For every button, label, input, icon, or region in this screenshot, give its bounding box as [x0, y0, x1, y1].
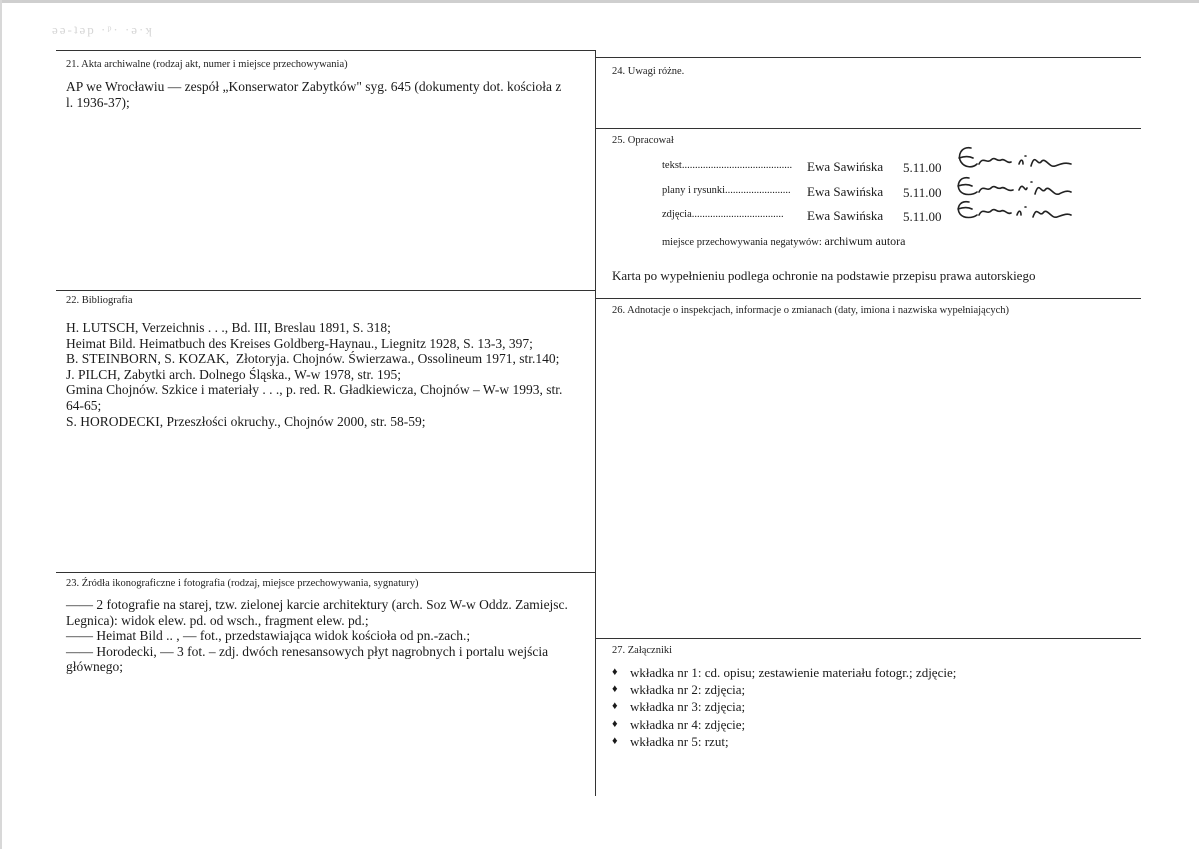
- right-rule-26: [596, 298, 1141, 299]
- author-name: Ewa Sawińska: [807, 159, 884, 174]
- attachment-text: wkładka nr 1: cd. opisu; zestawienie materiału fotogr.; zdjęcie;: [630, 665, 957, 680]
- prepared-row-plans: [662, 185, 791, 196]
- section-22-bibliography: [66, 295, 594, 429]
- row-label: plany i rysunki: [662, 185, 725, 196]
- section-26-annotations: [612, 305, 1009, 316]
- handwritten-signature: [953, 197, 1073, 225]
- handwritten-signature: [953, 142, 1073, 176]
- author-date: 5.11.00: [903, 209, 942, 224]
- attachment-text: wkładka nr 5: rzut;: [630, 733, 729, 749]
- section-23-label: 23. Źródła ikonograficzne i fotografia (rodzaj, miejsce przechowywania, sygnatury): [66, 578, 419, 589]
- author-name: Ewa Sawińska: [807, 208, 884, 223]
- attachment-text: wkładka nr 3: zdjęcia;: [630, 699, 746, 715]
- right-rule-25: [596, 128, 1141, 129]
- list-item: [612, 681, 956, 698]
- text-line: głównego;: [66, 659, 123, 675]
- section-27-attachments: [612, 645, 672, 656]
- left-rule-22: [56, 290, 596, 291]
- attachment-text: wkładka nr 4: zdjęcie;: [630, 716, 746, 732]
- diamond-bullet-icon: ♦: [612, 734, 618, 747]
- attachments-list: [612, 664, 956, 750]
- negatives-value: archiwum autora: [824, 234, 906, 248]
- text-line: Heimat Bild. Heimatbuch des Kreises Goldberg-Haynau., Liegnitz 1928, S. 13-3, 397;: [66, 335, 533, 351]
- author-date: 5.11.00: [903, 185, 942, 200]
- row-label: tekst: [662, 160, 682, 171]
- list-item: [612, 698, 956, 715]
- text-line: —— Heimat Bild .. , — fot., przedstawiająca widok kościoła od pn.-zach.;: [66, 628, 471, 644]
- text-line: l. 1936-37);: [66, 94, 130, 110]
- list-item: [612, 664, 956, 681]
- section-26-label: 26. Adnotacje o inspekcjach, informacje o zmianach (daty, imiona i nazwiska wypełniających): [612, 305, 1010, 316]
- list-item: [612, 733, 956, 750]
- section-24-label: 24. Uwagi różne.: [612, 66, 685, 77]
- text-line: J. PILCH, Zabytki arch. Dolnego Śląska., W-w 1978, str. 195;: [66, 366, 401, 382]
- section-25-prepared-by: [612, 135, 674, 146]
- corner-faint-mark: ǝǝ-ʇəp ·ᵖ· ·ǝ·ʞ: [52, 22, 154, 37]
- left-rule-23: [56, 572, 596, 573]
- row-dots: ...................................: [691, 209, 784, 220]
- row-label: zdjęcia: [662, 209, 692, 220]
- copyright-note: Karta po wypełnieniu podlega ochronie na podstawie przepisu prawa autorskiego: [612, 268, 1036, 283]
- section-24-remarks: [612, 66, 684, 77]
- author-date: 5.11.00: [903, 160, 942, 175]
- text-line: —— 2 fotografie na starej, tzw. zielonej karcie architektury (arch. Soz W-w Oddz. Zamiejsc.: [66, 597, 568, 612]
- left-top-rule: [56, 50, 596, 51]
- diamond-bullet-icon: ♦: [612, 717, 618, 730]
- text-line: B. STEINBORN, S. KOZAK, Złotoryja. Chojnów. Świerzawa., Ossolineum 1971, str.140;: [66, 351, 560, 367]
- row-dots: .........................: [725, 185, 791, 196]
- section-21-archival-records: [66, 59, 594, 110]
- section-25-label: 25. Opracował: [612, 135, 674, 146]
- center-divider: [595, 50, 596, 796]
- prepared-row-text: [662, 160, 792, 171]
- section-23-content: [66, 597, 594, 675]
- text-line: 64-65;: [66, 397, 102, 413]
- author-name: Ewa Sawińska: [807, 184, 884, 199]
- section-27-label: 27. Załączniki: [612, 645, 673, 656]
- negatives-label: miejsce przechowywania negatywów:: [662, 237, 822, 248]
- attachment-text: wkładka nr 2: zdjęcia;: [630, 682, 746, 698]
- text-line: —— Horodecki, — 3 fot. – zdj. dwóch renesansowych płyt nagrobnych i portalu wejścia: [66, 643, 549, 659]
- right-rule-27: [596, 638, 1141, 639]
- page-top-edge: [0, 0, 1199, 3]
- diamond-bullet-icon: ♦: [612, 683, 618, 696]
- page-left-edge: [0, 0, 2, 849]
- row-dots: ..........................................: [681, 160, 793, 171]
- text-line: AP we Wrocławiu — zespół „Konserwator Zabytków" syg. 645 (dokumenty dot. kościoła z: [66, 79, 562, 94]
- section-21-label: 21. Akta archiwalne (rodzaj akt, numer i miejsce przechowywania): [66, 59, 348, 70]
- section-22-label: 22. Bibliografia: [66, 295, 133, 306]
- prepared-row-photos: [662, 209, 784, 220]
- diamond-bullet-icon: ♦: [612, 666, 618, 678]
- text-line: Legnica): widok elew. pd. od wsch., fragment elew. pd.;: [66, 612, 369, 628]
- text-line: H. LUTSCH, Verzeichnis . . ., Bd. III, Breslau 1891, S. 318;: [66, 320, 391, 335]
- text-line: Gmina Chojnów. Szkice i materiały . . ., p. red. R. Gładkiewicza, Chojnów – W-w 1993, str.: [66, 382, 563, 398]
- text-line: S. HORODECKI, Przeszłości okruchy., Chojnów 2000, str. 58-59;: [66, 413, 426, 429]
- section-21-content: [66, 79, 594, 110]
- diamond-bullet-icon: ♦: [612, 700, 618, 713]
- right-top-rule: [596, 57, 1141, 58]
- section-22-content: [66, 320, 594, 429]
- section-23-iconographic-sources: [66, 578, 594, 675]
- list-item: [612, 716, 956, 733]
- negatives-storage: [662, 234, 906, 249]
